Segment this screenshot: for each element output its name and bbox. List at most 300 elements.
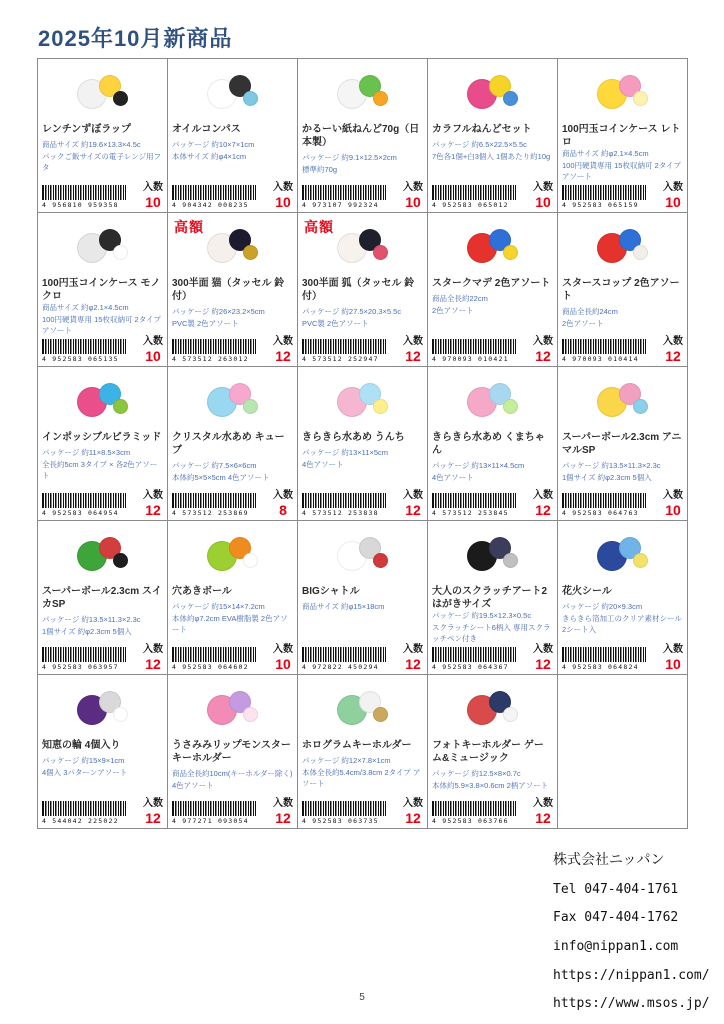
product-spec-line: パッケージ 約27.5×20.3×5.5c <box>302 307 402 316</box>
barcode <box>42 493 126 517</box>
product-name: うさみみリップモンスター キーホルダー <box>172 740 291 764</box>
product-name: 300半面 狐（タッセル 鈴付） <box>302 278 415 302</box>
product-photo-blob <box>633 553 648 568</box>
product-spec-line: 商品サイズ 約19.6×13.3×4.5c <box>42 140 141 149</box>
barcode-digits: 4 977271 093054 <box>172 817 249 825</box>
barcode-bars-icon <box>432 493 516 508</box>
product-name: フォトキーホルダー ゲーム&ミュージック <box>432 740 544 764</box>
barcode-digits: 4 972822 450294 <box>302 663 379 671</box>
qty-value: 10 <box>535 194 551 210</box>
product-name: 300半面 猫（タッセル 鈴付） <box>172 278 285 302</box>
page-title: 2025年10月新商品 <box>38 26 233 51</box>
barcode-bars-icon <box>42 801 126 816</box>
barcode-bars-icon <box>42 493 126 508</box>
barcode-row <box>42 491 163 518</box>
product-specs <box>562 148 683 183</box>
barcode-bars-icon <box>432 647 516 662</box>
qty-block <box>531 491 553 517</box>
qty-value: 10 <box>145 348 161 364</box>
qty-value: 10 <box>665 656 681 672</box>
product-spec-line: パッケージ 約15×14×7.2cm <box>172 602 265 611</box>
qty-block <box>271 799 293 825</box>
qty-value: 12 <box>535 502 551 518</box>
product-photo-blob <box>113 399 128 414</box>
product-photo-blob <box>113 91 128 106</box>
barcode-bars-icon <box>562 185 646 200</box>
product-photo-blob <box>503 399 518 414</box>
barcode <box>302 493 386 517</box>
product-spec-line: パッケージ 約13.5×11.3×2.3c <box>562 461 661 470</box>
qty-label: 入数 <box>273 798 293 809</box>
barcode-row <box>302 337 423 364</box>
product-specs <box>302 306 423 329</box>
product-photo <box>562 369 683 431</box>
barcode-bars-icon <box>562 339 646 354</box>
barcode-digits: 4 952583 065012 <box>432 201 509 209</box>
barcode-row <box>42 645 163 672</box>
product-photo-blob <box>633 245 648 260</box>
product-specs <box>302 601 423 613</box>
product-spec-line: パッケージ 約20×9.3cm <box>562 602 643 611</box>
qty-block <box>141 337 163 363</box>
product-name: スタースコップ 2色アソート <box>562 278 680 302</box>
barcode-row <box>302 645 423 672</box>
product-name: スーパーボール2.3cm アニマルSP <box>562 432 682 456</box>
barcode-bars-icon <box>432 339 516 354</box>
product-cell <box>38 367 168 521</box>
qty-block <box>661 645 683 671</box>
product-name: 100円玉コインケース モノクロ <box>42 278 161 302</box>
qty-block <box>531 645 553 671</box>
product-spec-line: 本体全長約5.4cm/3.8cm 2タイプ アソート <box>302 767 421 789</box>
barcode-bars-icon <box>172 801 256 816</box>
product-cell <box>558 367 688 521</box>
product-spec-line: パッケージ 約15×9×1cm <box>42 756 125 765</box>
qty-block <box>141 799 163 825</box>
page-number: 5 <box>359 992 365 1003</box>
qty-label: 入数 <box>533 182 553 193</box>
product-specs <box>42 139 163 174</box>
product-spec-line: 1個サイズ 約φ2.3cm 5個入 <box>562 472 652 482</box>
product-spec-line: 商品サイズ 約φ2.1×4.5cm <box>562 149 649 159</box>
product-cell <box>558 213 688 367</box>
product-name: きらきら水あめ うんち <box>302 432 405 443</box>
product-specs <box>432 610 553 645</box>
product-name: レンチンずぼラップ <box>42 124 132 135</box>
product-photo <box>432 61 553 123</box>
email-text: info@nippan1.com <box>553 938 679 954</box>
barcode-row <box>562 183 683 210</box>
product-spec-line: 2色アソート <box>432 305 474 315</box>
barcode-bars-icon <box>302 185 386 200</box>
product-photo-blob <box>113 553 128 568</box>
premium-badge: 高額 <box>304 219 334 235</box>
product-cell <box>168 213 298 367</box>
qty-block <box>141 645 163 671</box>
product-spec-line: 商品サイズ 約φ15×18cm <box>302 602 385 611</box>
product-spec-line: 4色アソート <box>302 459 344 469</box>
barcode-digits: 4 952583 065135 <box>42 355 119 363</box>
product-name: 大人のスクラッチアート2 はがきサイズ <box>432 586 548 610</box>
barcode <box>562 647 646 671</box>
product-photo <box>302 677 423 739</box>
qty-block <box>401 799 423 825</box>
product-photo-blob <box>633 399 648 414</box>
barcode-digits: 4 952583 064763 <box>562 509 639 517</box>
barcode-row <box>172 799 293 826</box>
barcode <box>432 493 516 517</box>
product-spec-line: 本体サイズ 約φ4×1cm <box>172 151 247 161</box>
qty-label: 入数 <box>403 490 423 501</box>
product-photo <box>562 523 683 585</box>
barcode-row <box>432 799 553 826</box>
product-spec-line: パッケージ 約13×11×5cm <box>302 448 388 457</box>
barcode-row <box>432 491 553 518</box>
barcode-digits: 4 952583 064824 <box>562 663 639 671</box>
product-spec-line: パックご飯サイズの電子レンジ用フタ <box>42 151 162 173</box>
product-specs <box>302 755 423 790</box>
product-cell <box>558 521 688 675</box>
product-cell <box>298 213 428 367</box>
product-spec-line: パッケージ 約12×7.8×1cm <box>302 756 391 765</box>
barcode-row <box>172 645 293 672</box>
product-spec-line: PVC製 2色アソート <box>302 318 369 328</box>
qty-label: 入数 <box>403 182 423 193</box>
qty-label: 入数 <box>663 182 683 193</box>
product-photo-blob <box>243 707 258 722</box>
barcode-digits: 4 573512 253869 <box>172 509 249 517</box>
barcode-digits: 4 952583 065159 <box>562 201 639 209</box>
product-spec-line: 100円硬貨専用 15枚収納可 2タイプ アソート <box>42 314 161 336</box>
product-photo <box>302 215 423 277</box>
product-name: クリスタル水あめ キューブ <box>172 432 285 456</box>
qty-value: 12 <box>665 348 681 364</box>
barcode <box>302 647 386 671</box>
product-spec-line: 全長約5cm 3タイプ × 各2色アソート <box>42 459 158 481</box>
product-spec-line: 商品全長約22cm <box>432 294 488 303</box>
barcode <box>562 185 646 209</box>
qty-value: 10 <box>275 656 291 672</box>
product-photo <box>562 61 683 123</box>
product-name: きらきら水あめ くまちゃん <box>432 432 545 456</box>
qty-label: 入数 <box>273 644 293 655</box>
barcode-digits: 4 573512 253838 <box>302 509 379 517</box>
product-photo-blob <box>373 707 388 722</box>
barcode-bars-icon <box>172 185 256 200</box>
product-photo <box>172 215 293 277</box>
barcode-bars-icon <box>432 801 516 816</box>
product-photo <box>42 369 163 431</box>
qty-block <box>271 491 293 517</box>
qty-value: 8 <box>279 502 287 518</box>
qty-label: 入数 <box>663 336 683 347</box>
barcode-digits: 4 573512 252947 <box>302 355 379 363</box>
product-specs <box>562 460 683 483</box>
product-name: オイルコンパス <box>172 124 241 135</box>
product-name: 花火シール <box>562 586 612 597</box>
product-cell <box>38 675 168 829</box>
barcode-digits: 4 970093 010421 <box>432 355 509 363</box>
qty-label: 入数 <box>273 490 293 501</box>
qty-value: 12 <box>405 348 421 364</box>
barcode-row <box>302 491 423 518</box>
qty-value: 12 <box>535 656 551 672</box>
product-spec-line: きらきら箔加工のクリア素材シール 2シート入 <box>562 613 682 635</box>
product-spec-line: パッケージ 約19.5×12.3×0.5c <box>432 611 532 621</box>
product-specs <box>172 768 293 791</box>
product-spec-line: パッケージ 約12.5×8×0.7c <box>432 769 521 778</box>
qty-block <box>661 491 683 517</box>
barcode-row <box>172 491 293 518</box>
qty-value: 10 <box>665 194 681 210</box>
product-spec-line: パッケージ 約6.5×22.5×5.5c <box>432 140 527 149</box>
product-spec-line: 4色アソート <box>432 472 474 482</box>
barcode-bars-icon <box>172 647 256 662</box>
product-photo <box>172 677 293 739</box>
product-spec-line: 2色アソート <box>562 318 604 328</box>
product-photo <box>302 523 423 585</box>
product-spec-line: パッケージ 約10×7×1cm <box>172 140 255 149</box>
qty-value: 12 <box>405 502 421 518</box>
product-photo-blob <box>373 553 388 568</box>
product-cell <box>38 213 168 367</box>
product-photo-blob <box>373 399 388 414</box>
product-spec-line: スクラッチシート6柄入 専用スクラッチペン付き <box>432 622 551 644</box>
qty-block <box>531 337 553 363</box>
barcode-digits: 4 973107 992324 <box>302 201 379 209</box>
qty-label: 入数 <box>143 644 163 655</box>
barcode-bars-icon <box>42 185 126 200</box>
qty-label: 入数 <box>273 336 293 347</box>
premium-badge: 高額 <box>174 219 204 235</box>
barcode-digits: 4 952583 064367 <box>432 663 509 671</box>
product-name: 100円玉コインケース レトロ <box>562 124 681 148</box>
qty-block <box>401 645 423 671</box>
qty-value: 12 <box>145 502 161 518</box>
barcode-bars-icon <box>42 339 126 354</box>
tel-line: Tel 047-404-1761 <box>553 881 679 897</box>
barcode <box>42 647 126 671</box>
barcode <box>432 801 516 825</box>
qty-value: 10 <box>665 502 681 518</box>
qty-label: 入数 <box>533 490 553 501</box>
product-spec-line: パッケージ 約11×8.5×3cm <box>42 448 131 457</box>
qty-block <box>141 491 163 517</box>
product-spec-line: 商品全長約24cm <box>562 307 618 316</box>
barcode-row <box>172 183 293 210</box>
barcode <box>302 801 386 825</box>
product-specs <box>172 460 293 483</box>
product-spec-line: パッケージ 約9.1×12.5×2cm <box>302 153 397 162</box>
barcode-row <box>172 337 293 364</box>
qty-block <box>531 799 553 825</box>
qty-block <box>271 183 293 209</box>
barcode <box>172 185 256 209</box>
product-specs <box>172 139 293 162</box>
company-name: 株式会社ニッパン <box>553 852 665 868</box>
product-cell <box>298 521 428 675</box>
product-spec-line: 1個サイズ 約φ2.3cm 5個入 <box>42 626 132 636</box>
product-photo-blob <box>243 553 258 568</box>
qty-value: 12 <box>145 656 161 672</box>
barcode-bars-icon <box>302 339 386 354</box>
product-cell <box>298 367 428 521</box>
qty-value: 12 <box>405 656 421 672</box>
product-spec-line: 100円硬貨専用 15枚収納可 2タイプ アソート <box>562 160 681 182</box>
product-cell <box>168 367 298 521</box>
barcode-row <box>42 799 163 826</box>
product-specs <box>432 768 553 791</box>
product-photo <box>562 215 683 277</box>
barcode-digits: 4 952583 064602 <box>172 663 249 671</box>
qty-label: 入数 <box>143 336 163 347</box>
empty-cell <box>558 675 688 829</box>
barcode-row <box>562 337 683 364</box>
product-name: カラフルねんどセット <box>432 124 532 135</box>
qty-block <box>661 183 683 209</box>
product-name: 知恵の輪 4個入り <box>42 740 121 751</box>
qty-value: 10 <box>405 194 421 210</box>
barcode-row <box>432 337 553 364</box>
product-specs <box>42 755 163 778</box>
qty-value: 12 <box>275 348 291 364</box>
product-photo <box>172 369 293 431</box>
product-specs <box>432 460 553 483</box>
product-photo <box>302 61 423 123</box>
product-cell <box>38 59 168 213</box>
product-specs <box>432 293 553 316</box>
product-photo-blob <box>633 91 648 106</box>
product-spec-line: 本体約φ7.2cm EVA樹脂製 2色アソート <box>172 613 288 635</box>
product-photo <box>432 677 553 739</box>
barcode <box>562 339 646 363</box>
product-cell <box>428 59 558 213</box>
product-photo-blob <box>503 707 518 722</box>
qty-label: 入数 <box>403 336 423 347</box>
product-cell <box>428 675 558 829</box>
product-photo <box>432 523 553 585</box>
product-photo-blob <box>113 707 128 722</box>
barcode-bars-icon <box>432 185 516 200</box>
product-specs <box>42 447 163 482</box>
product-photo-blob <box>503 245 518 260</box>
barcode-digits: 4 970093 010414 <box>562 355 639 363</box>
barcode-row <box>432 645 553 672</box>
qty-label: 入数 <box>663 644 683 655</box>
product-cell <box>38 521 168 675</box>
product-photo-blob <box>373 91 388 106</box>
qty-label: 入数 <box>403 798 423 809</box>
qty-label: 入数 <box>663 490 683 501</box>
barcode-bars-icon <box>302 493 386 508</box>
product-name: スタークマデ 2色アソート <box>432 278 551 289</box>
qty-value: 12 <box>535 810 551 826</box>
qty-block <box>271 645 293 671</box>
product-spec-line: 7色各1個+白3個入 1個あたり約10g <box>432 151 551 161</box>
product-specs <box>172 601 293 636</box>
barcode-row <box>562 645 683 672</box>
barcode-digits: 4 952583 064954 <box>42 509 119 517</box>
product-grid <box>37 58 688 829</box>
barcode-row <box>42 337 163 364</box>
product-photo-blob <box>113 245 128 260</box>
product-specs <box>42 302 163 337</box>
qty-block <box>401 183 423 209</box>
product-cell <box>428 521 558 675</box>
product-specs <box>562 306 683 329</box>
qty-label: 入数 <box>403 644 423 655</box>
product-cell <box>168 675 298 829</box>
product-specs <box>432 139 553 162</box>
barcode-digits: 4 952583 063957 <box>42 663 119 671</box>
product-photo <box>42 523 163 585</box>
product-cell <box>298 675 428 829</box>
product-photo-blob <box>243 91 258 106</box>
qty-block <box>271 337 293 363</box>
product-spec-line: 商品全長約10cm(キーホルダー除く) <box>172 769 293 778</box>
barcode-bars-icon <box>302 801 386 816</box>
product-cell <box>428 367 558 521</box>
product-photo <box>172 523 293 585</box>
qty-value: 12 <box>275 810 291 826</box>
barcode-digits: 4 904342 008235 <box>172 201 249 209</box>
qty-label: 入数 <box>533 644 553 655</box>
product-cell <box>168 59 298 213</box>
barcode-digits: 4 952583 063766 <box>432 817 509 825</box>
product-spec-line: パッケージ 約7.5×6×6cm <box>172 461 257 470</box>
qty-label: 入数 <box>143 490 163 501</box>
barcode-digits: 4 544042 225022 <box>42 817 119 825</box>
barcode <box>172 493 256 517</box>
product-spec-line: 本体約5×5×5cm 4色アソート <box>172 472 270 482</box>
barcode-digits: 4 573512 263012 <box>172 355 249 363</box>
product-specs <box>172 306 293 329</box>
barcode-digits: 4 573512 253845 <box>432 509 509 517</box>
barcode-row <box>302 799 423 826</box>
product-spec-line: PVC製 2色アソート <box>172 318 239 328</box>
qty-value: 12 <box>405 810 421 826</box>
product-cell <box>168 521 298 675</box>
qty-block <box>401 337 423 363</box>
product-photo <box>42 215 163 277</box>
qty-value: 10 <box>145 194 161 210</box>
product-photo <box>42 61 163 123</box>
product-photo <box>302 369 423 431</box>
product-name: 穴あきボール <box>172 586 232 597</box>
product-photo <box>432 369 553 431</box>
product-specs <box>562 601 683 636</box>
product-spec-line: 4色アソート <box>172 780 214 790</box>
product-photo <box>42 677 163 739</box>
barcode-bars-icon <box>42 647 126 662</box>
barcode <box>42 185 126 209</box>
barcode <box>432 339 516 363</box>
qty-block <box>661 337 683 363</box>
barcode-bars-icon <box>302 647 386 662</box>
product-photo-blob <box>503 553 518 568</box>
qty-label: 入数 <box>533 336 553 347</box>
product-spec-line: 本体約5.9×3.8×0.6cm 2柄アソート <box>432 780 549 790</box>
product-photo-blob <box>243 399 258 414</box>
barcode <box>562 493 646 517</box>
product-cell <box>298 59 428 213</box>
product-name: スーパーボール2.3cm スイカSP <box>42 586 162 610</box>
product-spec-line: 4個入 3パターンアソート <box>42 767 128 777</box>
barcode <box>302 339 386 363</box>
product-photo <box>432 215 553 277</box>
qty-label: 入数 <box>143 182 163 193</box>
product-name: インポッシブルピラミッド <box>42 432 162 443</box>
